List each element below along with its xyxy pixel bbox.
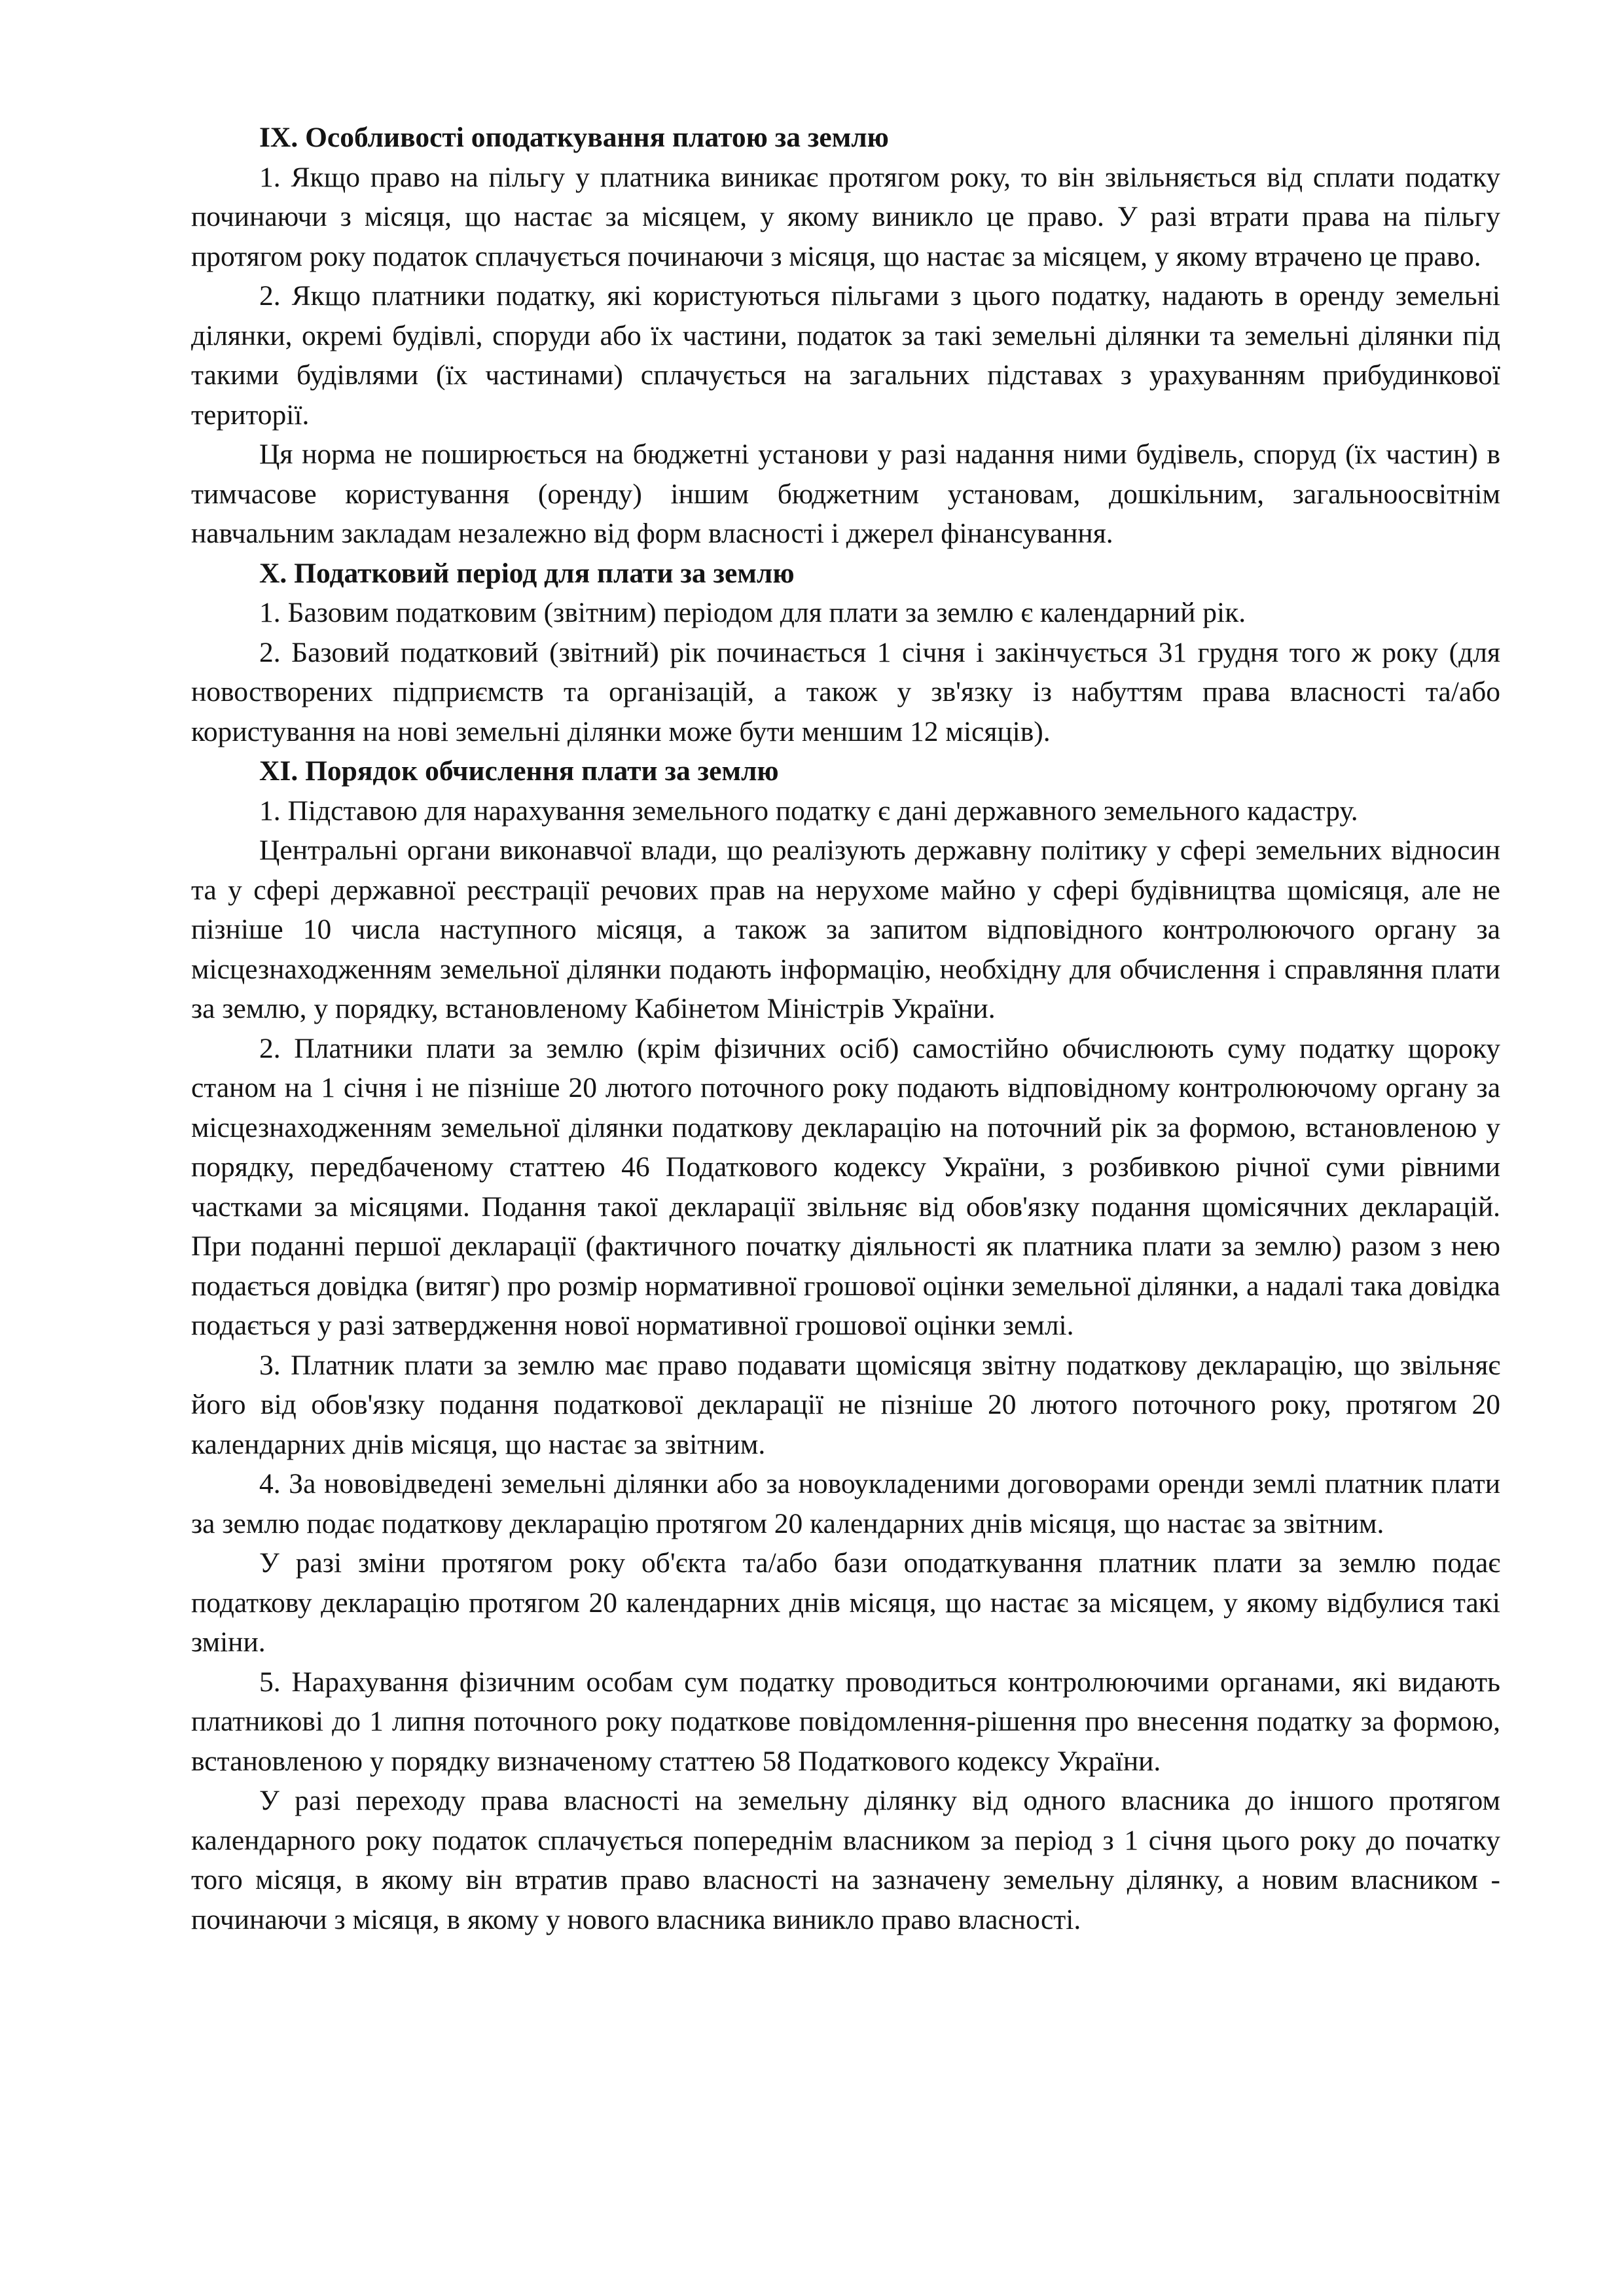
paragraph: 2. Платники плати за землю (крім фізичних осіб) самостійно обчислюють суму податку щороку станом на 1 січня і не пізніше 20 лютого поточного року подають відповідному контролюючому органу за місцезнаходженням земельної ділянки податкову декларацію на поточний рік за формою, встановленою у порядку, передбаченому статтею 46 Податкового кодексу України, з розбивкою річної суми рівними частками за місяцями. Подання такої декларації звільняє від обов'язку подання щомісячних декларацій. При поданні першої декларації (фактичного початку діяльності як платника плати за землю) разом з нею подається довідка (витяг) про розмір нормативної грошової оцінки земельної ділянки, а надалі така довідка подається у разі затвердження нової нормативної грошової оцінки землі. [191, 1032, 1500, 1341]
paragraph: 1. Якщо право на пільгу у платника виникає протягом року, то він звільняється від сплати податку починаючи з місяця, що настає за місяцем, у якому виникло це право. У разі втрати права на пільгу протягом року податок сплачується починаючи з місяця, що настає за місяцем, у якому втрачено це право. [191, 161, 1500, 272]
paragraph: 2. Якщо платники податку, які користуються пільгами з цього податку, надають в оренду земельні ділянки, окремі будівлі, споруди або їх частини, податок за такі земельні ділянки та земельні ділянки під такими будівлями (їх частинами) сплачується на загальних підставах з урахуванням прибудинкової території. [191, 280, 1500, 431]
paragraph: 3. Платник плати за землю має право подавати щомісяця звітну податкову декларацію, що звільняє його від обов'язку подання податкової декларації не пізніше 20 лютого поточного року, протягом 20 календарних днів місяця, що настає за звітним. [191, 1349, 1500, 1460]
paragraph: Ця норма не поширюється на бюджетні установи у разі надання ними будівель, споруд (їх частин) в тимчасове користування (оренду) іншим бюджетним установам, дошкільним, загальноосвітнім навчальним закладам незалежно від форм власності і джерел фінансування. [191, 439, 1500, 549]
paragraph: 4. За нововідведені земельні ділянки або за новоукладеними договорами оренди землі платник плати за землю подає податкову декларацію протягом 20 календарних днів місяця, що настає за звітним. [191, 1468, 1500, 1539]
paragraph: У разі переходу права власності на земельну ділянку від одного власника до іншого протягом календарного року податок сплачується попереднім власником за період з 1 січня цього року до початку того місяця, в якому він втратив право власності на зазначену земельну ділянку, а новим власником - починаючи з місяця, в якому у нового власника виникло право власності. [191, 1785, 1500, 1935]
paragraph: 5. Нарахування фізичним особам сум податку проводиться контролюючими органами, які видають платникові до 1 липня поточного року податкове повідомлення-рішення про внесення податку за формою, встановленою у порядку визначеному статтею 58 Податкового кодексу України. [191, 1666, 1500, 1777]
paragraph: 1. Підставою для нарахування земельного податку є дані державного земельного кадастру. [259, 795, 1358, 827]
section-heading-x: X. Податковий період для плати за землю [259, 557, 795, 589]
paragraph: 1. Базовим податковим (звітним) періодом для плати за землю є календарний рік. [259, 597, 1246, 628]
paragraph: У разі зміни протягом року об'єкта та/або бази оподаткування платник плати за землю подає податкову декларацію протягом 20 календарних днів місяця, що настає за місяцем, у якому відбулися такі зміни. [191, 1547, 1500, 1658]
document-page [191, 118, 1500, 1939]
section-heading-xi: XI. Порядок обчислення плати за землю [259, 755, 779, 787]
paragraph: Центральні органи виконавчої влади, що реалізують державну політику у сфері земельних відносин та у сфері державної реєстрації речових прав на нерухоме майно у сфері будівництва щомісяця, але не пізніше 10 числа наступного місяця, а також за запитом відповідного контролюючого органу за місцезнаходженням земельної ділянки подають інформацію, необхідну для обчислення і справляння плати за землю, у порядку, встановленому Кабінетом Міністрів України. [191, 834, 1500, 1024]
paragraph: 2. Базовий податковий (звітний) рік починається 1 січня і закінчується 31 грудня того ж року (для новостворених підприємств та організацій, а також у зв'язку із набуттям права власності та/або користування на нові земельні ділянки може бути меншим 12 місяців). [191, 636, 1500, 747]
section-heading-ix: IX. Особливості оподаткування платою за землю [259, 122, 889, 153]
